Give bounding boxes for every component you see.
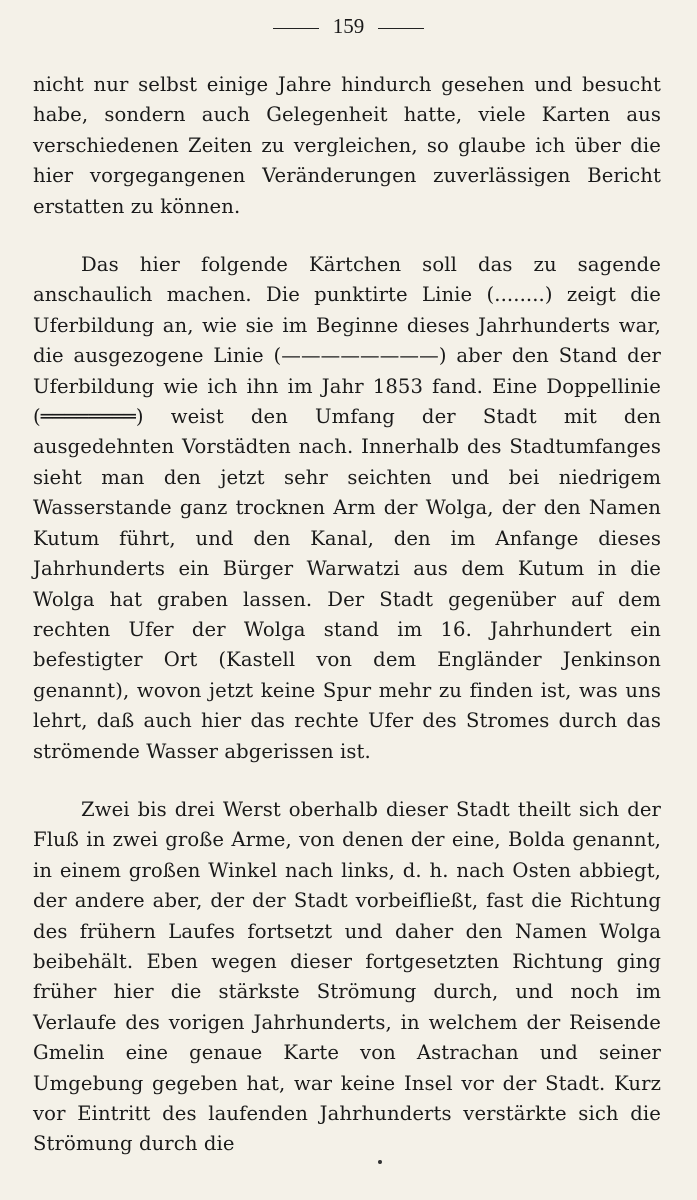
paragraph-2: Das hier folgende Kärtchen soll das zu sagende anschaulich machen. Die punktirte Linie (........) zeigt die Uferbildung an, wie sie im Beginne dieses Jahrhunderts war, die ausgezogene Linie (————————) aber den Stand der Uferbildung wie ich ihn im Jahr 1853 fand. Eine Doppellinie (════════) weist den Umfang der Stadt mit den ausgedehnten Vorstädten nach. Innerhalb des Stadtumfanges sieht man den jetzt sehr seichten und bei niedrigem Wasserstande ganz trocknen Arm der Wolga, der den Namen Kutum führt, und den Kanal, den im Anfange dieses Jahrhunderts ein Bürger Warwatzi aus dem Kutum in die Wolga hat graben lassen. Der Stadt gegenüber auf dem rechten Ufer der Wolga stand im 16. Jahrhundert ein befestigter Ort (Kastell von dem Engländer Jenkinson genannt), wovon jetzt keine Spur mehr zu finden ist, was uns lehrt, daß auch hier das rechte Ufer des Stromes durch das strömende Wasser abgerissen ist. bbox=[33, 253, 661, 763]
signature-mark bbox=[378, 1160, 382, 1164]
page-header bbox=[0, 14, 697, 39]
header-rule-left bbox=[273, 28, 319, 29]
paragraph-1: nicht nur selbst einige Jahre hindurch gesehen und besucht habe, sondern auch Gelegenheit hatte, viele Karten aus verschiedenen Zeiten zu vergleichen, so glaube ich über die hier vorgegangenen Veränderungen zuverlässigen Bericht erstatten zu können. bbox=[33, 73, 661, 218]
header-rule-right bbox=[378, 28, 424, 29]
page-body bbox=[33, 70, 661, 1188]
paragraph-3: Zwei bis drei Werst oberhalb dieser Stadt theilt sich der Fluß in zwei große Arme, von denen der eine, Bolda genannt, in einem großen Winkel nach links, d. h. nach Osten abbiegt, der andere aber, der der Stadt vorbeifließt, fast die Richtung des frühern Laufes fortsetzt und daher den Namen Wolga beibehält. Eben wegen dieser fortgesetzten Richtung ging früher hier die stärkste Strömung durch, und noch im Verlaufe des vorigen Jahrhunderts, in welchem der Reisende Gmelin eine genaue Karte von Astrachan und seiner Umgebung gegeben hat, war keine Insel vor der Stadt. Kurz vor Eintritt des laufenden Jahrhunderts verstärkte sich die Strömung durch die bbox=[33, 797, 661, 1156]
page-number: 159 bbox=[332, 14, 365, 38]
